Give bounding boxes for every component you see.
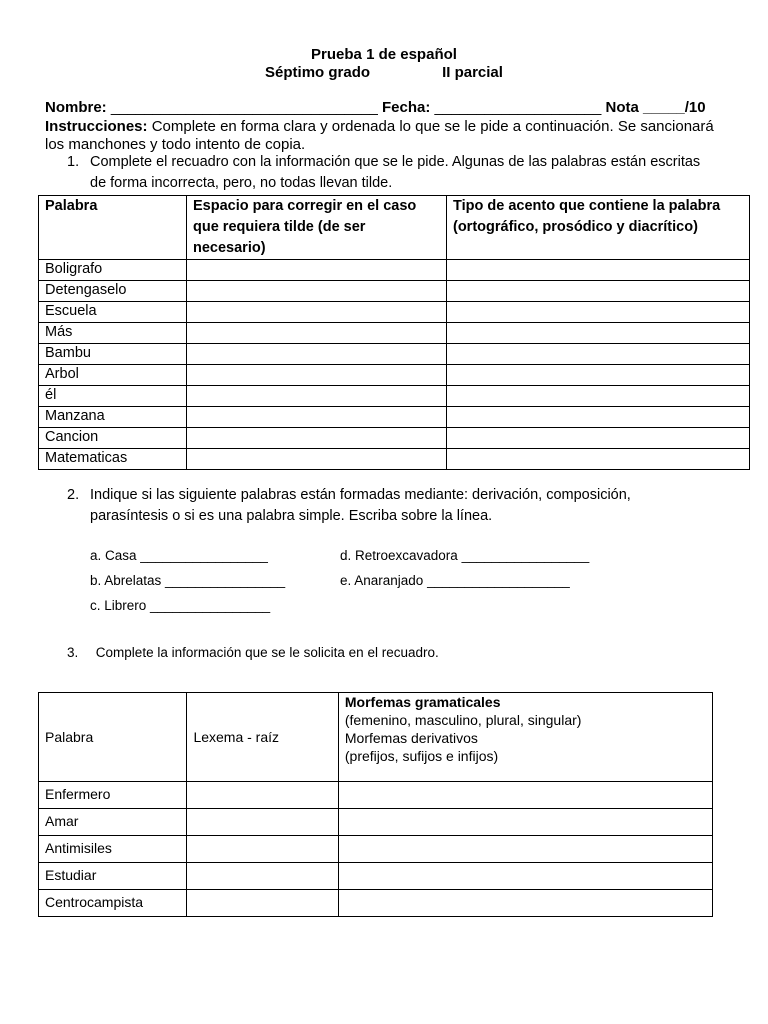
word-cell: Manzana <box>39 407 187 428</box>
table-row <box>39 449 750 470</box>
answer-cell[interactable] <box>187 386 447 407</box>
answer-cell[interactable] <box>338 863 712 890</box>
word-cell: Cancion <box>39 428 187 449</box>
question-2 <box>67 485 707 527</box>
word-cell: Centrocampista <box>39 890 187 917</box>
table-row <box>39 863 713 890</box>
answer-cell[interactable] <box>447 428 750 449</box>
answer-cell[interactable] <box>447 449 750 470</box>
table-row <box>39 428 750 449</box>
answer-cell[interactable] <box>187 449 447 470</box>
table-row <box>39 890 713 917</box>
table-row <box>39 836 713 863</box>
word-cell: Detengaselo <box>39 281 187 302</box>
accent-table <box>38 195 750 470</box>
nombre-blank: ________________________________ <box>110 99 378 116</box>
answer-cell[interactable] <box>338 782 712 809</box>
word-cell: él <box>39 386 187 407</box>
morpheme-header-lexema: Lexema - raíz <box>187 693 338 782</box>
answer-cell[interactable] <box>187 428 447 449</box>
grade-label: Séptimo grado <box>265 64 371 81</box>
question-3 <box>67 645 439 660</box>
accent-table-header-palabra: Palabra <box>39 196 187 260</box>
answer-cell[interactable] <box>447 365 750 386</box>
list-item: b. Abrelatas ________________ <box>90 573 286 588</box>
answer-cell[interactable] <box>187 782 338 809</box>
morfemas-derivativos-title: Morfemas derivativos <box>344 730 478 746</box>
answer-cell[interactable] <box>447 260 750 281</box>
answer-cell[interactable] <box>187 836 338 863</box>
list-item: a. Casa _________________ <box>90 548 268 563</box>
nombre-label: Nombre: <box>45 99 107 116</box>
accent-table-header-correccion: Espacio para corregir en el caso que requiera tilde (de ser necesario) <box>187 196 447 260</box>
instructions-label: Instrucciones: <box>45 118 148 135</box>
page-title: Prueba 1 de español <box>311 46 457 63</box>
table-row <box>39 407 750 428</box>
answer-cell[interactable] <box>187 407 447 428</box>
word-cell: Amar <box>39 809 187 836</box>
word-cell: Estudiar <box>39 863 187 890</box>
list-item: c. Librero ________________ <box>90 598 271 613</box>
answer-cell[interactable] <box>187 260 447 281</box>
question-2-text: Indique si las siguiente palabras están formadas mediante: derivación, composición, parasíntesis o si es una palabra simple. Escriba sobre la línea. <box>90 487 631 524</box>
question-3-text: Complete la información que se le solicita en el recuadro. <box>95 645 439 660</box>
answer-cell[interactable] <box>447 281 750 302</box>
morfemas-derivativos-desc: (prefijos, sufijos e infijos) <box>344 748 499 764</box>
answer-cell[interactable] <box>187 323 447 344</box>
fecha-label: Fecha: <box>381 99 431 116</box>
answer-cell[interactable] <box>187 344 447 365</box>
word-cell: Escuela <box>39 302 187 323</box>
word-cell: Más <box>39 323 187 344</box>
list-item: e. Anaranjado ___________________ <box>340 573 570 588</box>
word-cell: Bambu <box>39 344 187 365</box>
morfemas-gramaticales-desc: (femenino, masculino, plural, singular) <box>344 712 582 728</box>
table-row <box>39 281 750 302</box>
answer-cell[interactable] <box>447 344 750 365</box>
nota-label: Nota <box>605 99 639 116</box>
morpheme-header-palabra: Palabra <box>39 693 187 782</box>
word-cell: Matematicas <box>39 449 187 470</box>
table-row <box>39 365 750 386</box>
instructions-text: Complete en forma clara y ordenada lo que se le pide a continuación. Se sancionará los manchones y todo intento de copia. <box>45 118 714 153</box>
question-1-text: Complete el recuadro con la información que se le pide. Algunas de las palabras están escritas de forma incorrecta, pero, no todas llevan tilde. <box>90 154 701 191</box>
word-cell: Antimisiles <box>39 836 187 863</box>
answer-cell[interactable] <box>338 836 712 863</box>
table-row <box>39 782 713 809</box>
student-info-line <box>45 99 706 116</box>
answer-cell[interactable] <box>338 890 712 917</box>
morpheme-table-header <box>39 693 713 782</box>
morpheme-table <box>38 692 713 917</box>
list-item: d. Retroexcavadora _________________ <box>340 548 590 563</box>
word-cell: Enfermero <box>39 782 187 809</box>
question-1-number: 1. <box>67 154 80 170</box>
question-3-number: 3. <box>67 645 79 660</box>
answer-cell[interactable] <box>187 863 338 890</box>
instructions <box>45 118 735 154</box>
nota-blank: _____/10 <box>643 99 706 116</box>
answer-cell[interactable] <box>447 323 750 344</box>
answer-cell[interactable] <box>187 890 338 917</box>
answer-cell[interactable] <box>187 302 447 323</box>
accent-table-header-tipo: Tipo de acento que contiene la palabra (ortográfico, prosódico y diacrítico) <box>447 196 750 260</box>
fecha-blank: ____________________ <box>434 99 602 116</box>
answer-cell[interactable] <box>338 809 712 836</box>
word-cell: Arbol <box>39 365 187 386</box>
word-cell: Boligrafo <box>39 260 187 281</box>
table-row <box>39 260 750 281</box>
morpheme-header-morfemas <box>338 693 712 782</box>
question-2-number: 2. <box>67 487 80 503</box>
morfemas-gramaticales-title: Morfemas gramaticales <box>344 694 501 710</box>
term-label: II parcial <box>442 64 503 81</box>
answer-cell[interactable] <box>447 302 750 323</box>
table-row <box>39 809 713 836</box>
answer-cell[interactable] <box>447 407 750 428</box>
answer-cell[interactable] <box>447 386 750 407</box>
answer-cell[interactable] <box>187 365 447 386</box>
answer-cell[interactable] <box>187 809 338 836</box>
answer-cell[interactable] <box>187 281 447 302</box>
table-row <box>39 323 750 344</box>
question-1 <box>67 152 707 194</box>
table-row <box>39 302 750 323</box>
table-row <box>39 386 750 407</box>
subtitle <box>0 64 768 81</box>
table-row <box>39 344 750 365</box>
